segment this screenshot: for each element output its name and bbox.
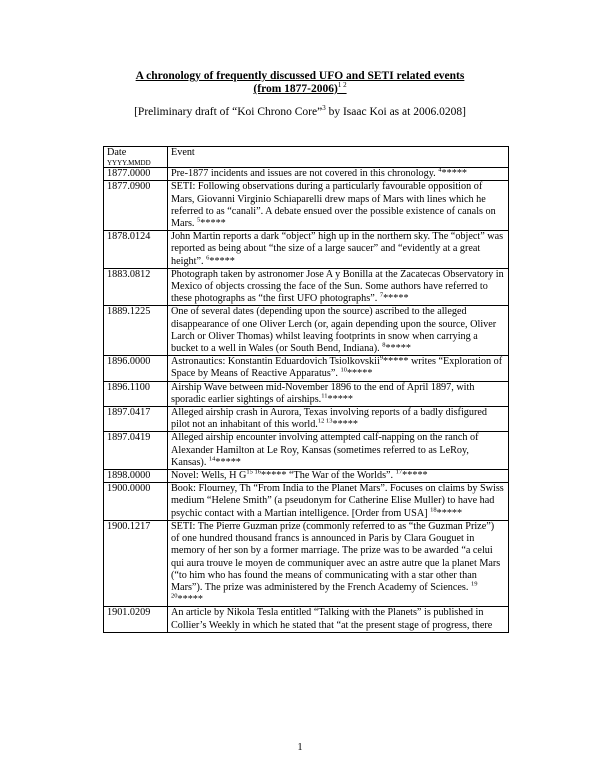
event-text-tail: ***** xyxy=(200,218,226,230)
event-description-cell xyxy=(168,407,509,432)
table-row xyxy=(104,407,509,432)
table-row xyxy=(104,607,509,632)
event-text: John Martin reports a dark “object” high up in the northern sky. The “object” was reported as being about “the size of a large saucer” and “evidently at a great height”. xyxy=(171,231,504,267)
event-text: Book: Flourney, Th “From India to the Planet Mars”. Focuses on claims by Swiss medium “Helene Smith” (a pseudonym for Catherine Elise Muller) to have had psychic contact with a Martian intelligence. [Order from USA] xyxy=(171,483,504,519)
table-row xyxy=(104,231,509,269)
event-description-cell xyxy=(168,381,509,406)
event-date-cell: 1878.0124 xyxy=(104,231,168,269)
event-description-cell xyxy=(168,268,509,306)
event-description-cell xyxy=(168,432,509,470)
event-date-cell: 1877.0900 xyxy=(104,181,168,231)
date-header-label: Date xyxy=(107,147,127,158)
event-description-cell xyxy=(168,168,509,181)
footnote-ref: 8 xyxy=(382,341,386,349)
table-body xyxy=(104,168,509,633)
footnote-ref: 4 xyxy=(438,166,442,174)
event-text: Alleged airship encounter involving attempted calf-napping on the ranch of Alexander Hamilton at Le Roy, Kansas (sometimes referred to as LeRoy, Kansas). xyxy=(171,432,479,468)
page-number: 1 xyxy=(297,742,303,753)
footnote-ref: 6 xyxy=(206,254,210,262)
table-row xyxy=(104,470,509,483)
event-text: Astronautics: Konstantin Eduardovich Tsiolkovskii xyxy=(171,356,380,368)
event-date-cell: 1900.0000 xyxy=(104,483,168,521)
date-column-header xyxy=(104,147,168,168)
event-description-cell xyxy=(168,607,509,632)
event-text-tail: ***** xyxy=(385,343,411,355)
event-text: SETI: Following observations during a particularly favourable opposition of Mars, Giovanni Virginio Schiaparelli drew maps of Mars with lines which he referred to as “canali”. A debate ensued over the possible existence of canals on Mars. xyxy=(171,181,496,230)
document-subtitle xyxy=(0,106,600,119)
footnote-ref: 10 xyxy=(340,367,347,375)
event-description-cell xyxy=(168,483,509,521)
event-column-header: Event xyxy=(168,147,509,168)
event-text: One of several dates (depending upon the source) ascribed to the alleged disappearance of one Oliver Lerch (or, again depending upon the source, Oliver Larch or Oliver Thomas) whilst leaving footprints in snow when carrying a bucket to a well in Wales (or South Bend, Indiana). xyxy=(171,306,497,355)
footnote-ref: 5 xyxy=(197,216,201,224)
event-text-tail: ***** xyxy=(332,419,358,431)
event-description-cell xyxy=(168,470,509,483)
table-row xyxy=(104,432,509,470)
event-date-cell: 1889.1225 xyxy=(104,306,168,356)
chronology-table xyxy=(103,146,509,633)
table-header-row xyxy=(104,147,509,168)
event-text-tail: ***** xyxy=(436,507,463,519)
event-text-tail: ***** xyxy=(346,368,373,380)
event-date-cell: 1900.1217 xyxy=(104,520,168,606)
document-title-dates xyxy=(0,83,600,96)
footnote-ref: 9 xyxy=(379,354,384,362)
event-date-cell: 1898.0000 xyxy=(104,470,168,483)
event-text: SETI: The Pierre Guzman prize (commonly referred to as “the Guzman Prize”) of one hundred thousand francs is announced in Paris by Clara Gouguet in memory of her son by a former marriage. The prize was to be awarded “a celui qui aura trouve le moyen de communiquer avec an astre autre que la planet Mars (“to him who has found the means of communicating with a star other than Mars”). The prize was administered by the French Academy of Sciences. xyxy=(171,520,501,593)
footnote-ref: 14 xyxy=(208,455,216,463)
event-text-tail: ***** xyxy=(327,393,353,405)
event-date-cell: 1897.0417 xyxy=(104,407,168,432)
event-text: Alleged airship crash in Aurora, Texas involving reports of a badly disfigured pilot not an inhabitant of this world. xyxy=(171,407,487,431)
footnote-ref: 12 13 xyxy=(317,417,333,425)
event-text-tail: ***** writes “Exploration of Space by Means of Reactive Apparatus”. xyxy=(171,356,503,380)
event-text-tail: ***** xyxy=(441,168,467,180)
event-description-cell xyxy=(168,306,509,356)
event-text-tail: ***** xyxy=(383,293,409,305)
event-date-cell: 1896.0000 xyxy=(104,356,168,381)
title-footnote-refs: 1 2 xyxy=(337,81,347,90)
event-date-cell: 1901.0209 xyxy=(104,607,168,632)
footnote-ref: 7 xyxy=(379,291,384,299)
table-row xyxy=(104,306,509,356)
table-row xyxy=(104,268,509,306)
event-date-cell: 1897.0419 xyxy=(104,432,168,470)
event-text: Pre-1877 incidents and issues are not covered in this chronology. xyxy=(171,168,439,180)
event-text: Airship Wave between mid-November 1896 to the end of April 1897, with sporadic earlier sightings of airships. xyxy=(171,381,475,405)
table-row xyxy=(104,168,509,181)
event-description-cell xyxy=(168,231,509,269)
footnote-ref: 11 xyxy=(321,392,328,400)
date-format-label: YYYY.MMDD xyxy=(107,159,151,168)
subtitle-pre: [Preliminary draft of “Koi Chrono Core” xyxy=(134,106,323,118)
event-description-cell xyxy=(168,520,509,606)
event-text-tail: ***** xyxy=(209,255,235,267)
event-description-cell xyxy=(168,356,509,381)
subtitle-footnote-ref: 3 xyxy=(322,104,326,113)
event-text: Photograph taken by astronomer Jose A y Bonilla at the Zacatecas Observatory in Mexico of objects crossing the face of the Sun. Some authors have referred to these photographs as “the first UFO photographs”. xyxy=(171,268,504,305)
event-date-cell: 1877.0000 xyxy=(104,168,168,181)
footnote-ref: 17 xyxy=(395,468,403,476)
table-row xyxy=(104,181,509,231)
event-text: An article by Nikola Tesla entitled “Talking with the Planets” is published in Collier’s Weekly in which he stated that “at the present stage of progress, there xyxy=(171,607,493,631)
event-description-cell xyxy=(168,181,509,231)
event-date-cell: 1896.1100 xyxy=(104,381,168,406)
table-row xyxy=(104,483,509,521)
document-title: A chronology of frequently discussed UFO and SETI related events xyxy=(135,70,465,82)
event-text: Novel: Wells, H G xyxy=(171,470,247,482)
event-text-tail: ***** xyxy=(402,470,428,482)
footnote-ref: 15 16 xyxy=(246,468,262,476)
event-text-tail: ***** xyxy=(215,456,241,468)
table-row xyxy=(104,356,509,381)
table-row xyxy=(104,520,509,606)
title-dates-text: (from 1877-2006) xyxy=(253,83,338,95)
subtitle-post: by Isaac Koi as at 2006.0208] xyxy=(325,106,466,118)
footnote-ref: 19 20 xyxy=(171,580,478,600)
event-date-cell: 1883.0812 xyxy=(104,268,168,306)
table-row xyxy=(104,381,509,406)
event-text-tail: ***** xyxy=(177,594,203,606)
footnote-ref: 18 xyxy=(430,506,437,514)
event-text-tail: ***** “The War of the Worlds”. xyxy=(261,470,396,482)
